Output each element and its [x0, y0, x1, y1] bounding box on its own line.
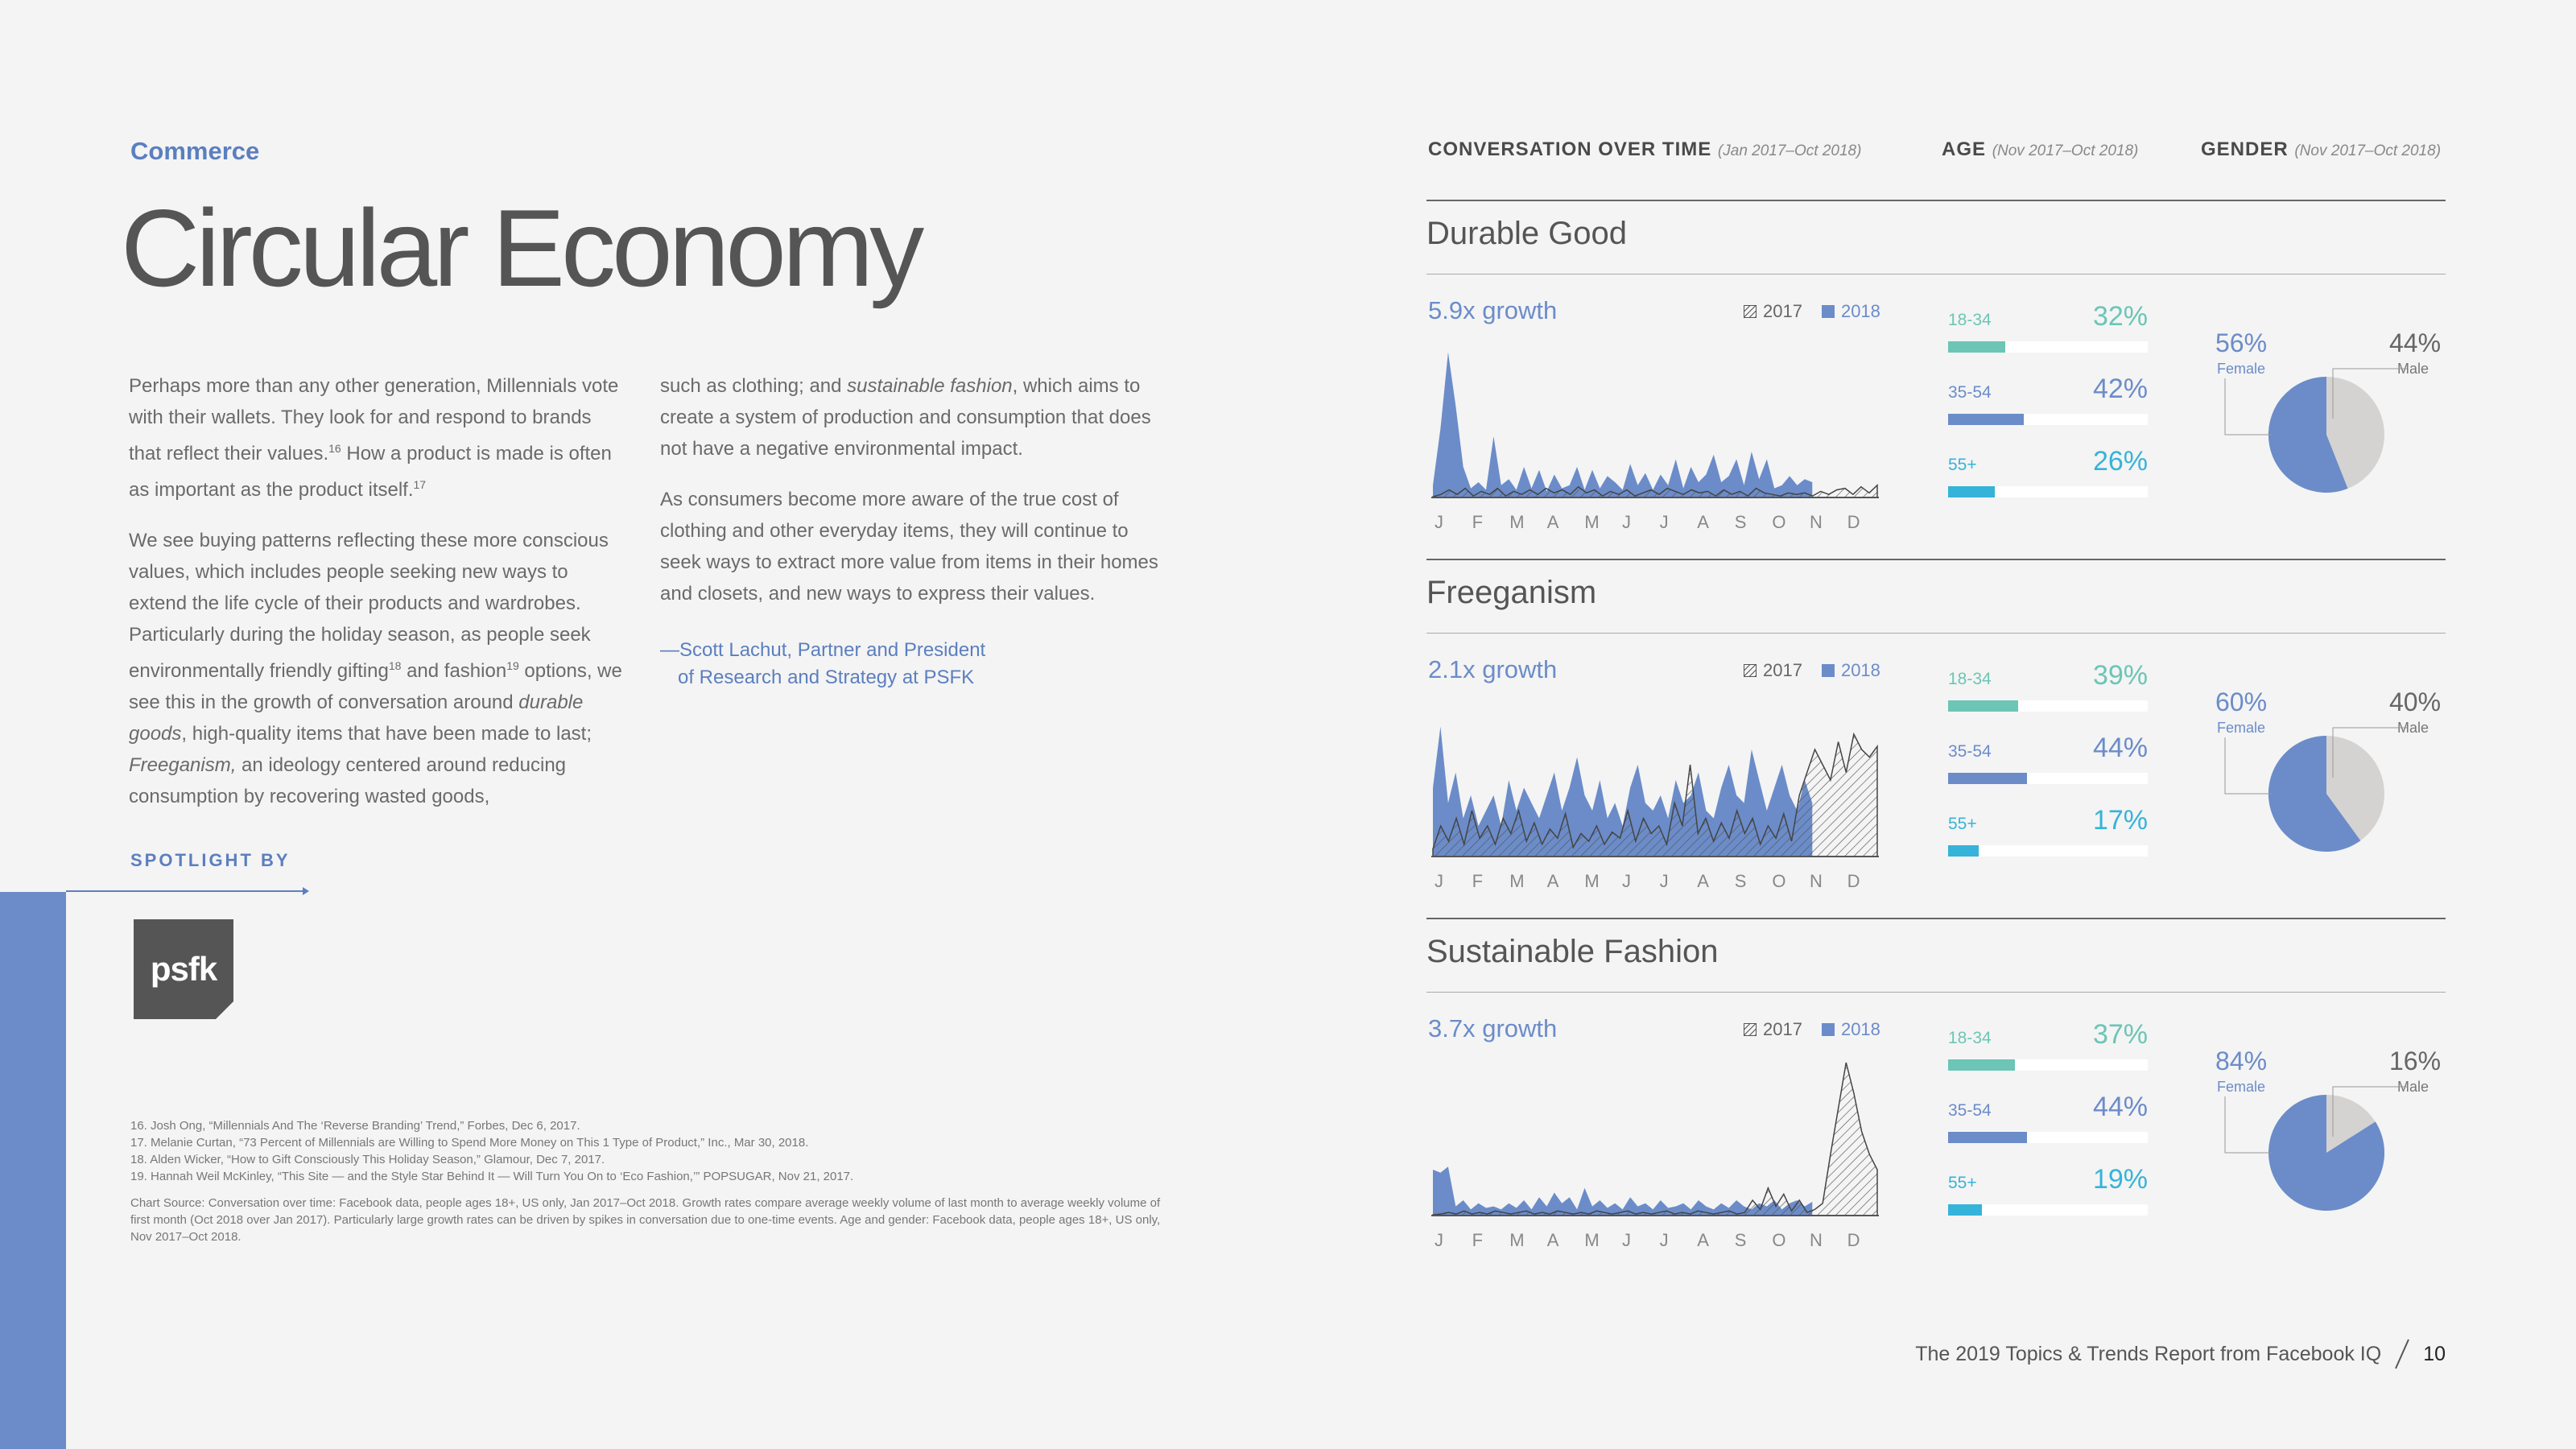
footnotes — [130, 1117, 1177, 1245]
age-bar-track — [1948, 773, 2148, 784]
age-bar-track — [1948, 486, 2148, 497]
age-group-percent: 17% — [2092, 805, 2148, 836]
spotlight-rule — [66, 890, 308, 892]
month-label: S — [1734, 871, 1747, 891]
month-label: J — [1622, 871, 1631, 891]
section-rule — [1426, 559, 2446, 560]
legend-swatch-2018 — [1822, 305, 1835, 318]
section-subrule — [1426, 633, 2446, 634]
month-label: M — [1584, 1230, 1600, 1250]
footnote-16: 16. Josh Ong, “Millennials And The ‘Reverse Branding’ Trend,” Forbes, Dec 6, 2017. — [130, 1119, 580, 1133]
male-percent: 16% — [2389, 1046, 2442, 1075]
page-footer — [1915, 1338, 2446, 1370]
paragraph: Perhaps more than any other generation, Millennials vote with their wallets. They look for and respond to brands that reflect their values.$^{16}$ How a product is made is often as important as the product itself.$^{17}$ — [129, 375, 619, 501]
pull-quote-attribution: —Scott Lachut, Partner and President of Research and Strategy at PSFK — [660, 639, 986, 688]
psfk-logo: psfk — [134, 919, 233, 1019]
legend-swatch-2017 — [1744, 1023, 1757, 1036]
age-bar-fill — [1948, 341, 2005, 353]
spotlight-label: SPOTLIGHT BY — [130, 850, 291, 870]
age-group-percent: 37% — [2092, 1019, 2148, 1050]
month-label: A — [1697, 1230, 1709, 1250]
page-title: Circular Economy — [121, 187, 921, 309]
chart-legend — [1744, 660, 1880, 681]
male-percent: 40% — [2389, 687, 2442, 716]
female-label: Female — [2217, 1079, 2266, 1095]
age-group-label: 18-34 — [1948, 311, 1992, 329]
paragraph: such as clothing; and sustainable fashion, which aims to create a system of production and consumption that does not have a negative environmental impact. — [660, 375, 1151, 460]
female-leader-line — [2225, 378, 2272, 435]
month-label: J — [1659, 512, 1669, 532]
age-bar-track — [1948, 700, 2148, 712]
legend-label-2018: 2018 — [1840, 1019, 1880, 1039]
age-group-percent: 42% — [2092, 374, 2148, 404]
male-percent: 44% — [2389, 328, 2442, 357]
month-label: N — [1810, 1230, 1823, 1250]
chart-legend — [1744, 301, 1880, 322]
area-chart — [1431, 336, 1879, 499]
gender-pie-chart — [2222, 354, 2431, 515]
age-bar-fill — [1948, 845, 1979, 857]
legend-label-2017: 2017 — [1763, 1019, 1802, 1039]
gender-header: GENDER (Nov 2017–Oct 2018) — [2201, 138, 2442, 160]
age-group-label: 55+ — [1948, 815, 1977, 833]
legend-label-2017: 2017 — [1763, 660, 1802, 680]
month-label: M — [1509, 871, 1525, 891]
male-label: Male — [2397, 361, 2429, 377]
month-label: J — [1435, 871, 1443, 891]
legend-label-2017: 2017 — [1763, 301, 1802, 321]
month-label: F — [1472, 512, 1484, 532]
month-label: S — [1734, 1230, 1747, 1250]
legend-swatch-2017 — [1744, 664, 1757, 677]
month-label: S — [1734, 512, 1747, 532]
age-group-percent: 44% — [2092, 733, 2148, 763]
month-label: M — [1584, 512, 1600, 532]
age-bar-track — [1948, 1059, 2148, 1071]
age-bar-fill — [1948, 773, 2027, 784]
month-label: N — [1810, 871, 1823, 891]
month-label: O — [1772, 871, 1786, 891]
growth-rate: 2.1x growth — [1428, 655, 1558, 683]
age-bar-fill — [1948, 414, 2024, 425]
female-percent: 84% — [2215, 1046, 2268, 1075]
topic-title: Sustainable Fashion — [1426, 934, 1719, 969]
month-label: F — [1472, 871, 1484, 891]
page-number: 10 — [2423, 1342, 2446, 1365]
month-label: N — [1810, 512, 1823, 532]
section-subrule — [1426, 992, 2446, 993]
month-label: D — [1847, 1230, 1860, 1250]
conversation-header: CONVERSATION OVER TIME (Jan 2017–Oct 2018) — [1428, 138, 1862, 160]
legend-swatch-2017 — [1744, 305, 1757, 318]
legend-swatch-2018 — [1822, 1023, 1835, 1036]
month-label: A — [1546, 512, 1559, 532]
month-label: A — [1546, 871, 1559, 891]
age-bar-fill — [1948, 700, 2018, 712]
age-group-percent: 44% — [2092, 1092, 2148, 1122]
age-bar-track — [1948, 845, 2148, 857]
legend-label-2018: 2018 — [1840, 660, 1880, 680]
gender-pie-chart — [2222, 713, 2431, 874]
age-group-label: 18-34 — [1948, 1029, 1992, 1047]
month-label: F — [1472, 1230, 1484, 1250]
age-group-label: 35-54 — [1948, 742, 1992, 761]
month-label: A — [1697, 871, 1709, 891]
age-header: AGE (Nov 2017–Oct 2018) — [1942, 138, 2139, 160]
age-bar-fill — [1948, 1204, 1982, 1216]
age-group-label: 35-54 — [1948, 383, 1992, 402]
month-label: M — [1509, 512, 1525, 532]
female-percent: 56% — [2215, 328, 2268, 357]
month-label: A — [1546, 1230, 1559, 1250]
body-column-1 — [129, 370, 628, 832]
topic-title: Durable Good — [1426, 216, 1628, 251]
age-bar-fill — [1948, 486, 1995, 497]
report-title: The 2019 Topics & Trends Report from Facebook IQ — [1915, 1342, 2382, 1365]
footnote-18: 18. Alden Wicker, “How to Gift Consciously This Holiday Season,” Glamour, Dec 7, 2017. — [130, 1153, 605, 1166]
section-subrule — [1426, 274, 2446, 275]
series-2018-area — [1433, 353, 1812, 498]
female-label: Female — [2217, 720, 2266, 736]
legend-swatch-2018 — [1822, 664, 1835, 677]
age-group-percent: 26% — [2092, 446, 2148, 477]
footnote-19: 19. Hannah Weil McKinley, “This Site — and the Style Star Behind It — Will Turn You On to ‘Eco Fashion,’” POPSUGAR, Nov 21, 2017. — [130, 1170, 854, 1183]
age-bar-fill — [1948, 1132, 2027, 1143]
age-group-label: 55+ — [1948, 456, 1977, 474]
month-label: J — [1659, 871, 1669, 891]
growth-rate: 3.7x growth — [1428, 1014, 1558, 1042]
age-bar-track — [1948, 341, 2148, 353]
age-bar-track — [1948, 414, 2148, 425]
age-bar-track — [1948, 1132, 2148, 1143]
month-label: J — [1435, 512, 1443, 532]
age-group-label: 35-54 — [1948, 1101, 1992, 1120]
age-group-percent: 19% — [2092, 1164, 2148, 1195]
female-leader-line — [2225, 737, 2272, 794]
male-label: Male — [2397, 1079, 2429, 1095]
series-2017-area — [1433, 1063, 1877, 1216]
chart-legend — [1744, 1019, 1880, 1040]
age-group-label: 18-34 — [1948, 670, 1992, 688]
female-percent: 60% — [2215, 687, 2268, 716]
paragraph: We see buying patterns reflecting these more conscious values, which includes people seeking new ways to extend the life cycle of their products and wardrobes. Particularly during the holiday season, as people seek environmentally friendly gifting$^{18}$ and fashion$^{19}$ options, we see this in the growth of conversation around durable goods, high-quality items that have been made to last; Freeganism, an ideology centered around reducing consumption by recovering wasted goods, — [129, 530, 622, 807]
legend-label-2018: 2018 — [1840, 301, 1880, 321]
growth-rate: 5.9x growth — [1428, 296, 1558, 324]
female-leader-line — [2225, 1096, 2272, 1153]
area-chart — [1431, 1055, 1879, 1217]
month-label: D — [1847, 512, 1860, 532]
month-label: J — [1622, 512, 1631, 532]
age-bar-fill — [1948, 1059, 2015, 1071]
month-label: J — [1659, 1230, 1669, 1250]
month-label: O — [1772, 512, 1786, 532]
series-2017-area — [1433, 734, 1877, 857]
category-label: Commerce — [130, 137, 260, 165]
slash-divider — [2392, 1338, 2412, 1370]
age-group-percent: 32% — [2092, 301, 2148, 332]
age-group-percent: 39% — [2092, 660, 2148, 691]
paragraph: As consumers become more aware of the true cost of clothing and other everyday items, they will continue to seek ways to extract more value from items in their homes and closets, and new ways to express their values. — [660, 489, 1158, 605]
chart-source-note: Chart Source: Conversation over time: Facebook data, people ages 18+, US only, Jan 2017–Oct 2018. Growth rates compare average weekly volume of last month to average weekly volume of first month (Oct 2018 over Jan 2017). Particularly large growth rates can be driven by spikes in conversation due to one-time events. Age and gender: Facebook data, people ages 18+, US only, Nov 2017–Oct 2018. — [130, 1196, 1161, 1244]
body-column-2 — [660, 370, 1167, 691]
section-rule — [1426, 200, 2446, 201]
month-label: D — [1847, 871, 1860, 891]
month-label: O — [1772, 1230, 1786, 1250]
gender-pie-chart — [2222, 1072, 2431, 1233]
age-bar-track — [1948, 1204, 2148, 1216]
footnote-17: 17. Melanie Curtan, “73 Percent of Millennials are Willing to Spend More Money on This 1 Type of Product,” Inc., Mar 30, 2018. — [130, 1136, 809, 1150]
area-chart — [1431, 696, 1879, 858]
topic-title: Freeganism — [1426, 575, 1597, 610]
month-label: J — [1622, 1230, 1631, 1250]
accent-bar — [0, 892, 66, 1449]
month-label: A — [1697, 512, 1709, 532]
female-label: Female — [2217, 361, 2266, 377]
age-group-label: 55+ — [1948, 1174, 1977, 1192]
month-label: M — [1509, 1230, 1525, 1250]
section-rule — [1426, 918, 2446, 919]
month-label: M — [1584, 871, 1600, 891]
month-label: J — [1435, 1230, 1443, 1250]
male-label: Male — [2397, 720, 2429, 736]
